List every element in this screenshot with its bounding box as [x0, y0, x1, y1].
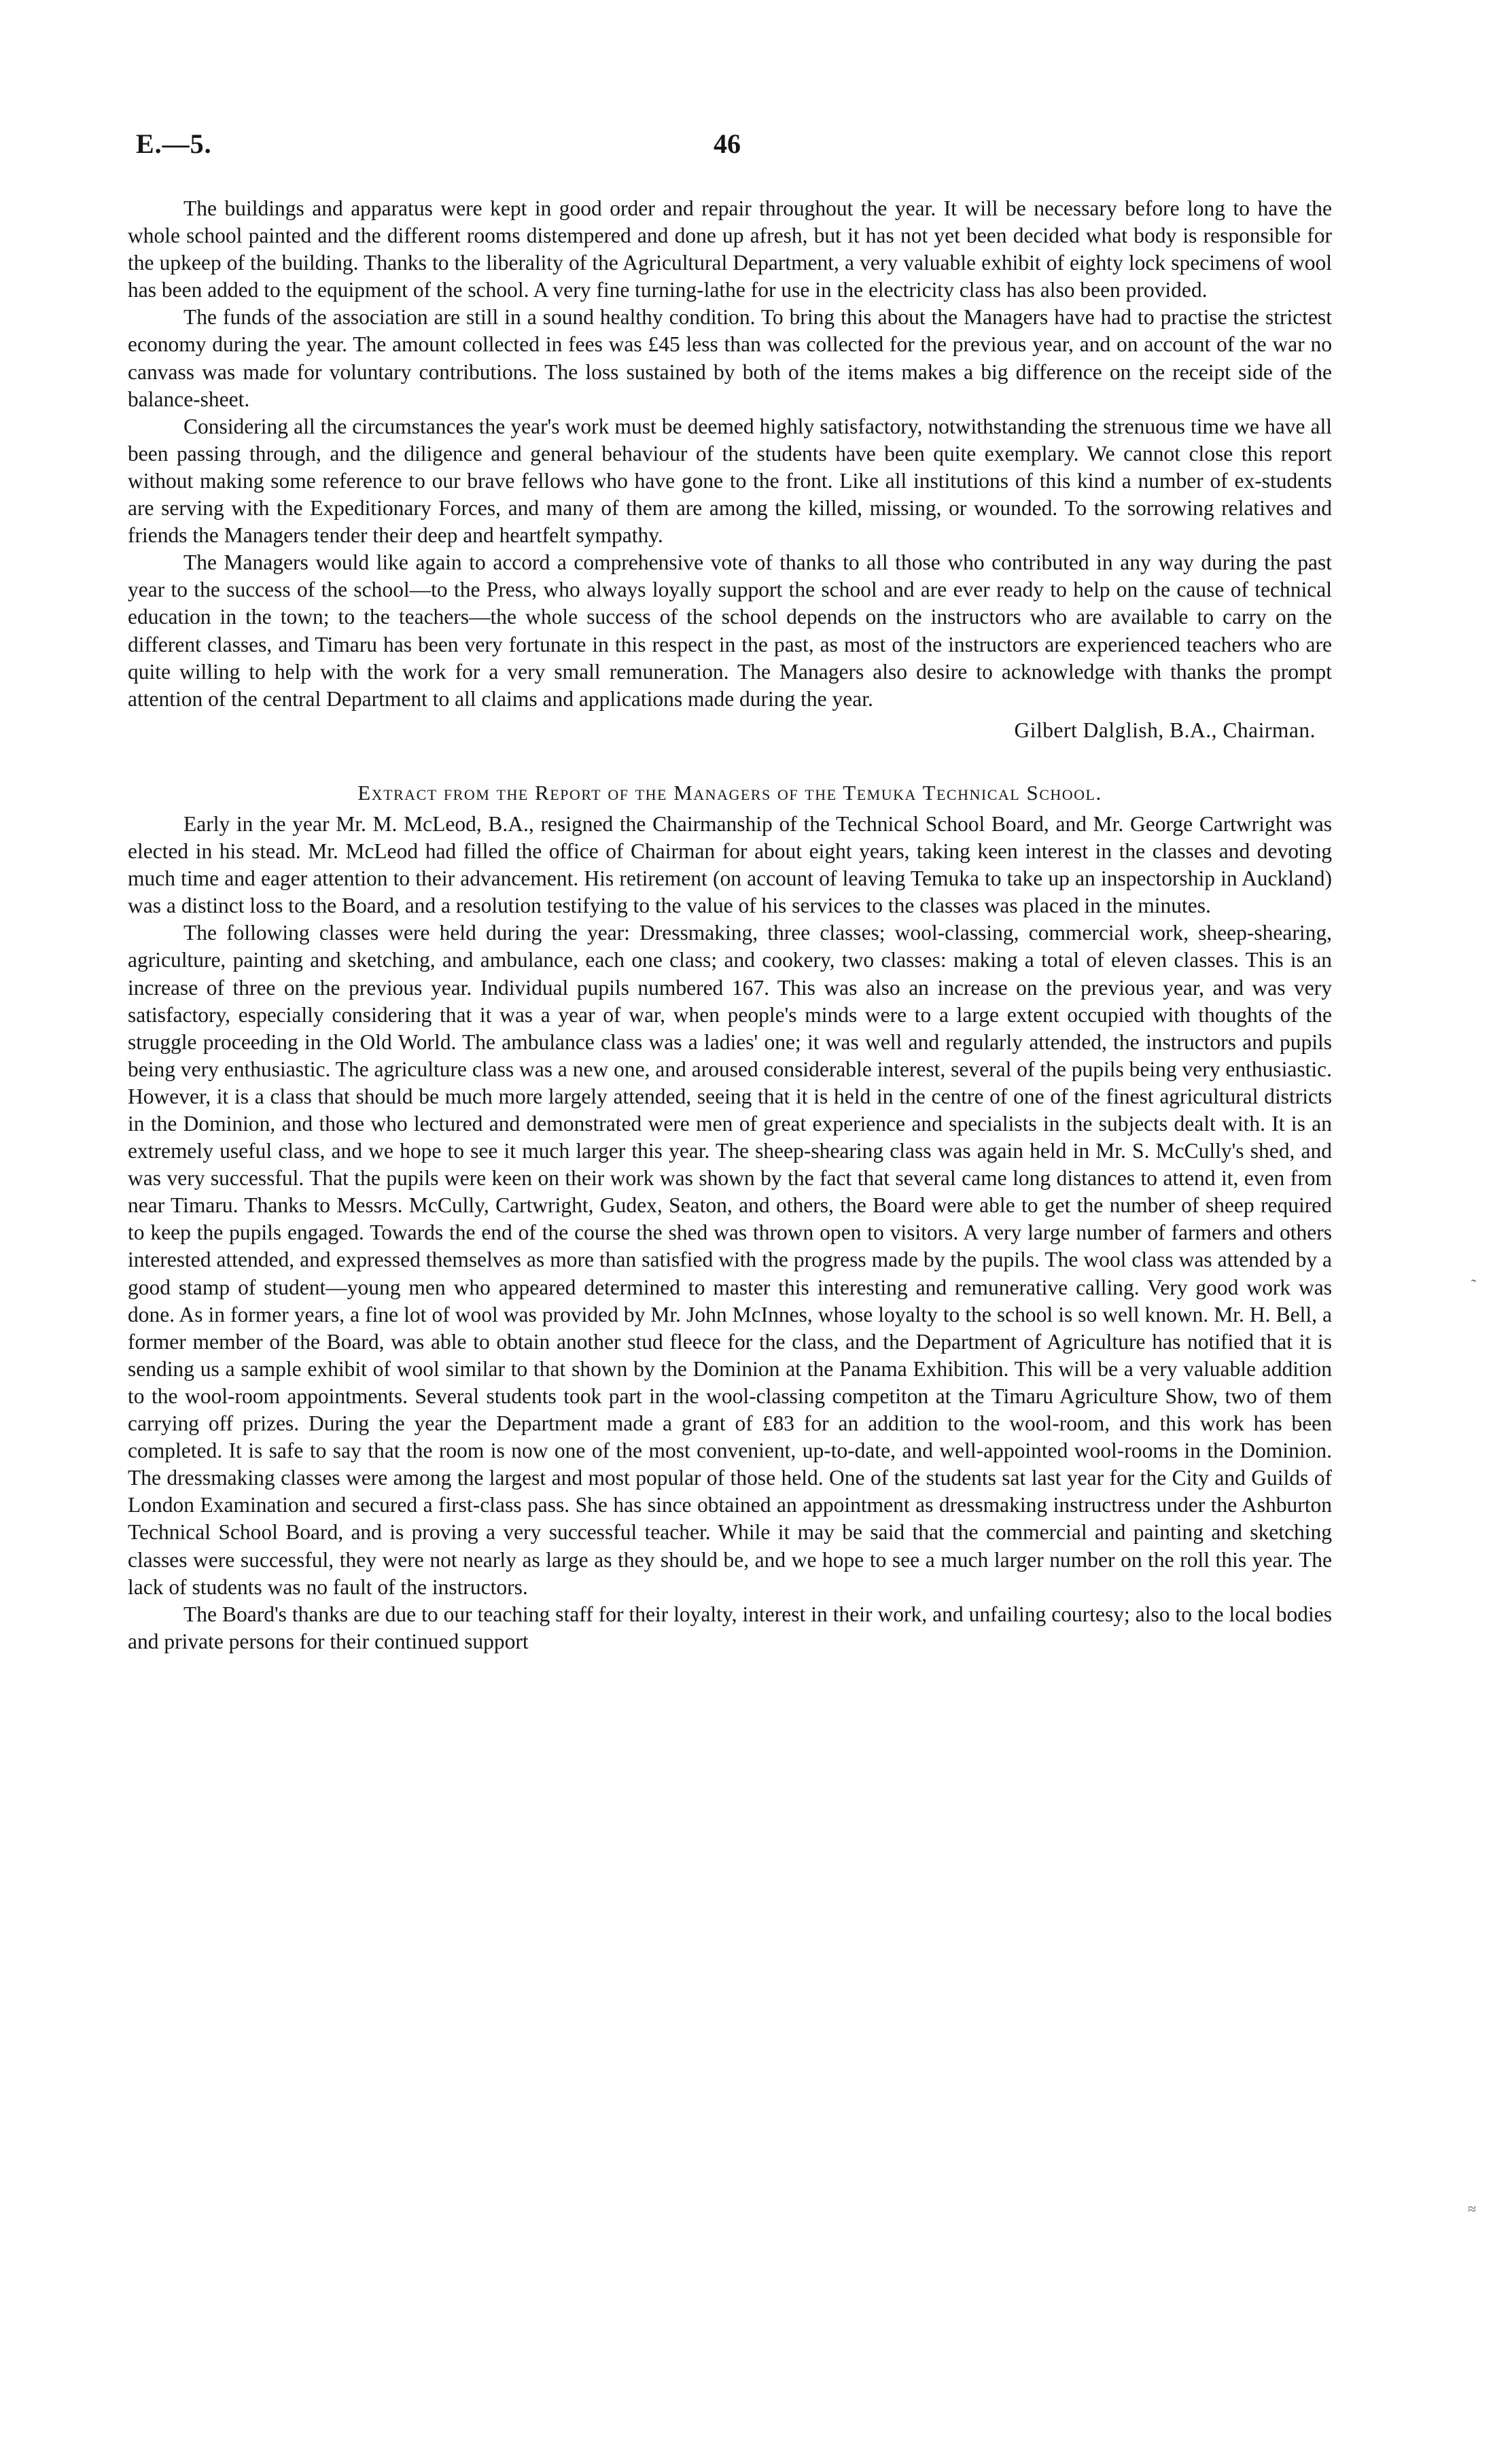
- series-label: E.—5.: [136, 128, 212, 159]
- report1-paragraph-4: The Managers would like again to accord a comprehensive vote of thanks to all those who contributed in any way during the past year to the success of the school—to the Press, who always loyally support the school and are ever ready to help on the cause of technical education in the town; to the teachers—the whole success of the school depends on the instructors who are available to carry on the different classes, and Timaru has been very fortunate in this respect in the past, as most of the instructors are experienced teachers who are quite willing to help with the work for a very small remuneration. The Managers also desire to acknowledge with thanks the prompt attention of the central Department to all claims and applications made during the year.: [128, 550, 1332, 711]
- report1-paragraph-1: The buildings and apparatus were kept in good order and repair throughout the year. It will be necessary before long to have the whole school painted and the different rooms distempered and done up afresh, but it has not yet been decided what body is responsible for the upkeep of the building. Thanks to the liberality of the Agricultural Department, a very valuable exhibit of eighty lock specimens of wool has been added to the equipment of the school. A very fine turning-lathe for use in the electricity class has also been provided.: [128, 196, 1332, 302]
- margin-mark-lower: ≈: [1468, 2200, 1477, 2217]
- section-heading: Extract from the Report of the Managers of the Temuka Technical School.: [357, 780, 1102, 805]
- chairman-signature: Gilbert Dalglish, B.A., Chairman.: [1014, 718, 1316, 742]
- report2-paragraph-2: The following classes were held during the year: Dressmaking, three classes; wool-classing, commercial work, sheep-shearing, agriculture, painting and sketching, and ambulance, each one class; and cookery, two classes: making a total of eleven classes. This is an increase of three on the previous year. Individual pupils numbered 167. This was also an increase on the previous year, and was very satisfactory, especially considering that it was a year of war, when people's minds were to a large extent occupied with thoughts of the struggle proceeding in the Old World. The ambulance class was a ladies' one; it was well and regularly attended, the instructors and pupils being very enthusiastic. The agriculture class was a new one, and aroused considerable interest, several of the pupils being very enthusiastic. However, it is a class that should be much more largely attended, seeing that it is held in the centre of one of the finest agricultural districts in the Dominion, and those who lectured and demonstrated were men of great experience and specialists in the subjects dealt with. It is an extremely useful class, and we hope to see it much larger this year. The sheep-shearing class was again held in Mr. S. McCully's shed, and was very successful. That the pupils were keen on their work was shown by the fact that several came long distances to attend it, even from near Timaru. Thanks to Messrs. McCully, Cartwright, Gudex, Seaton, and others, the Board were able to get the number of sheep required to keep the pupils engaged. Towards the end of the course the shed was thrown open to visitors. A very large number of farmers and others interested attended, and expressed themselves as more than satisfied with the progress made by the pupils. The wool class was attended by a good stamp of student—young men who appeared determined to master this interesting and remunerative calling. Very good work was done. As in former years, a fine lot of wool was provided by Mr. John McInnes, whose loyalty to the school is so well known. Mr. H. Bell, a former member of the Board, was able to obtain another stud fleece for the class, and the Department of Agriculture has notified that it is sending us a sample exhibit of wool similar to that shown by the Dominion at the Panama Exhibition. This will be a very valuable addition to the wool-room appointments. Several students took part in the wool-classing competiton at the Timaru Agriculture Show, two of them carrying off prizes. During the year the Department made a grant of £83 for an addition to the wool-room, and this work has been completed. It is safe to say that the room is now one of the most convenient, up-to-date, and well-appointed wool-rooms in the Dominion. The dressmaking classes were among the largest and most popular of those held. One of the students sat last year for the City and Guilds of London Examination and secured a first-class pass. She has since obtained an appointment as dressmaking instructress under the Ashburton Technical School Board, and is proving a very successful teacher. While it may be said that the commercial and painting and sketching classes were successful, they were not nearly as large as they should be, and we hope to see a much larger number on the roll this year. The lack of students was no fault of the instructors.: [128, 921, 1332, 1599]
- page-number: 46: [714, 128, 741, 159]
- margin-mark-upper: ˜: [1471, 1276, 1477, 1293]
- body-text: [128, 195, 1332, 1655]
- report1-paragraph-3: Considering all the circumstances the year's work must be deemed highly satisfactory, notwithstanding the strenuous time we have all been passing through, and the diligence and general behaviour of the students have been quite exemplary. We cannot close this report without making some reference to our brave fellows who have gone to the front. Like all institutions of this kind a number of ex-students are serving with the Expeditionary Forces, and many of them are among the killed, missing, or wounded. To the sorrowing relatives and friends the Managers tender their deep and heartfelt sympathy.: [128, 414, 1332, 548]
- report2-paragraph-1: Early in the year Mr. M. McLeod, B.A., resigned the Chairmanship of the Technical School Board, and Mr. George Cartwright was elected in his stead. Mr. McLeod had filled the office of Chairman for about eight years, taking keen interest in the classes and devoting much time and eager attention to their advancement. His retirement (on account of leaving Temuka to take up an inspectorship in Auckland) was a distinct loss to the Board, and a resolution testifying to the value of his services to the classes was placed in the minutes.: [128, 811, 1332, 918]
- report2-paragraph-3: The Board's thanks are due to our teaching staff for their loyalty, interest in their work, and unfailing courtesy; also to the local bodies and private persons for their continued support: [128, 1602, 1332, 1653]
- page-header: [136, 128, 1332, 169]
- report1-paragraph-2: The funds of the association are still in a sound healthy condition. To bring this about the Managers have had to practise the strictest economy during the year. The amount collected in fees was £45 less than was collected for the previous year, and on account of the war no canvass was made for voluntary contributions. The loss sustained by both of the items makes a big difference on the receipt side of the balance-sheet.: [128, 305, 1332, 411]
